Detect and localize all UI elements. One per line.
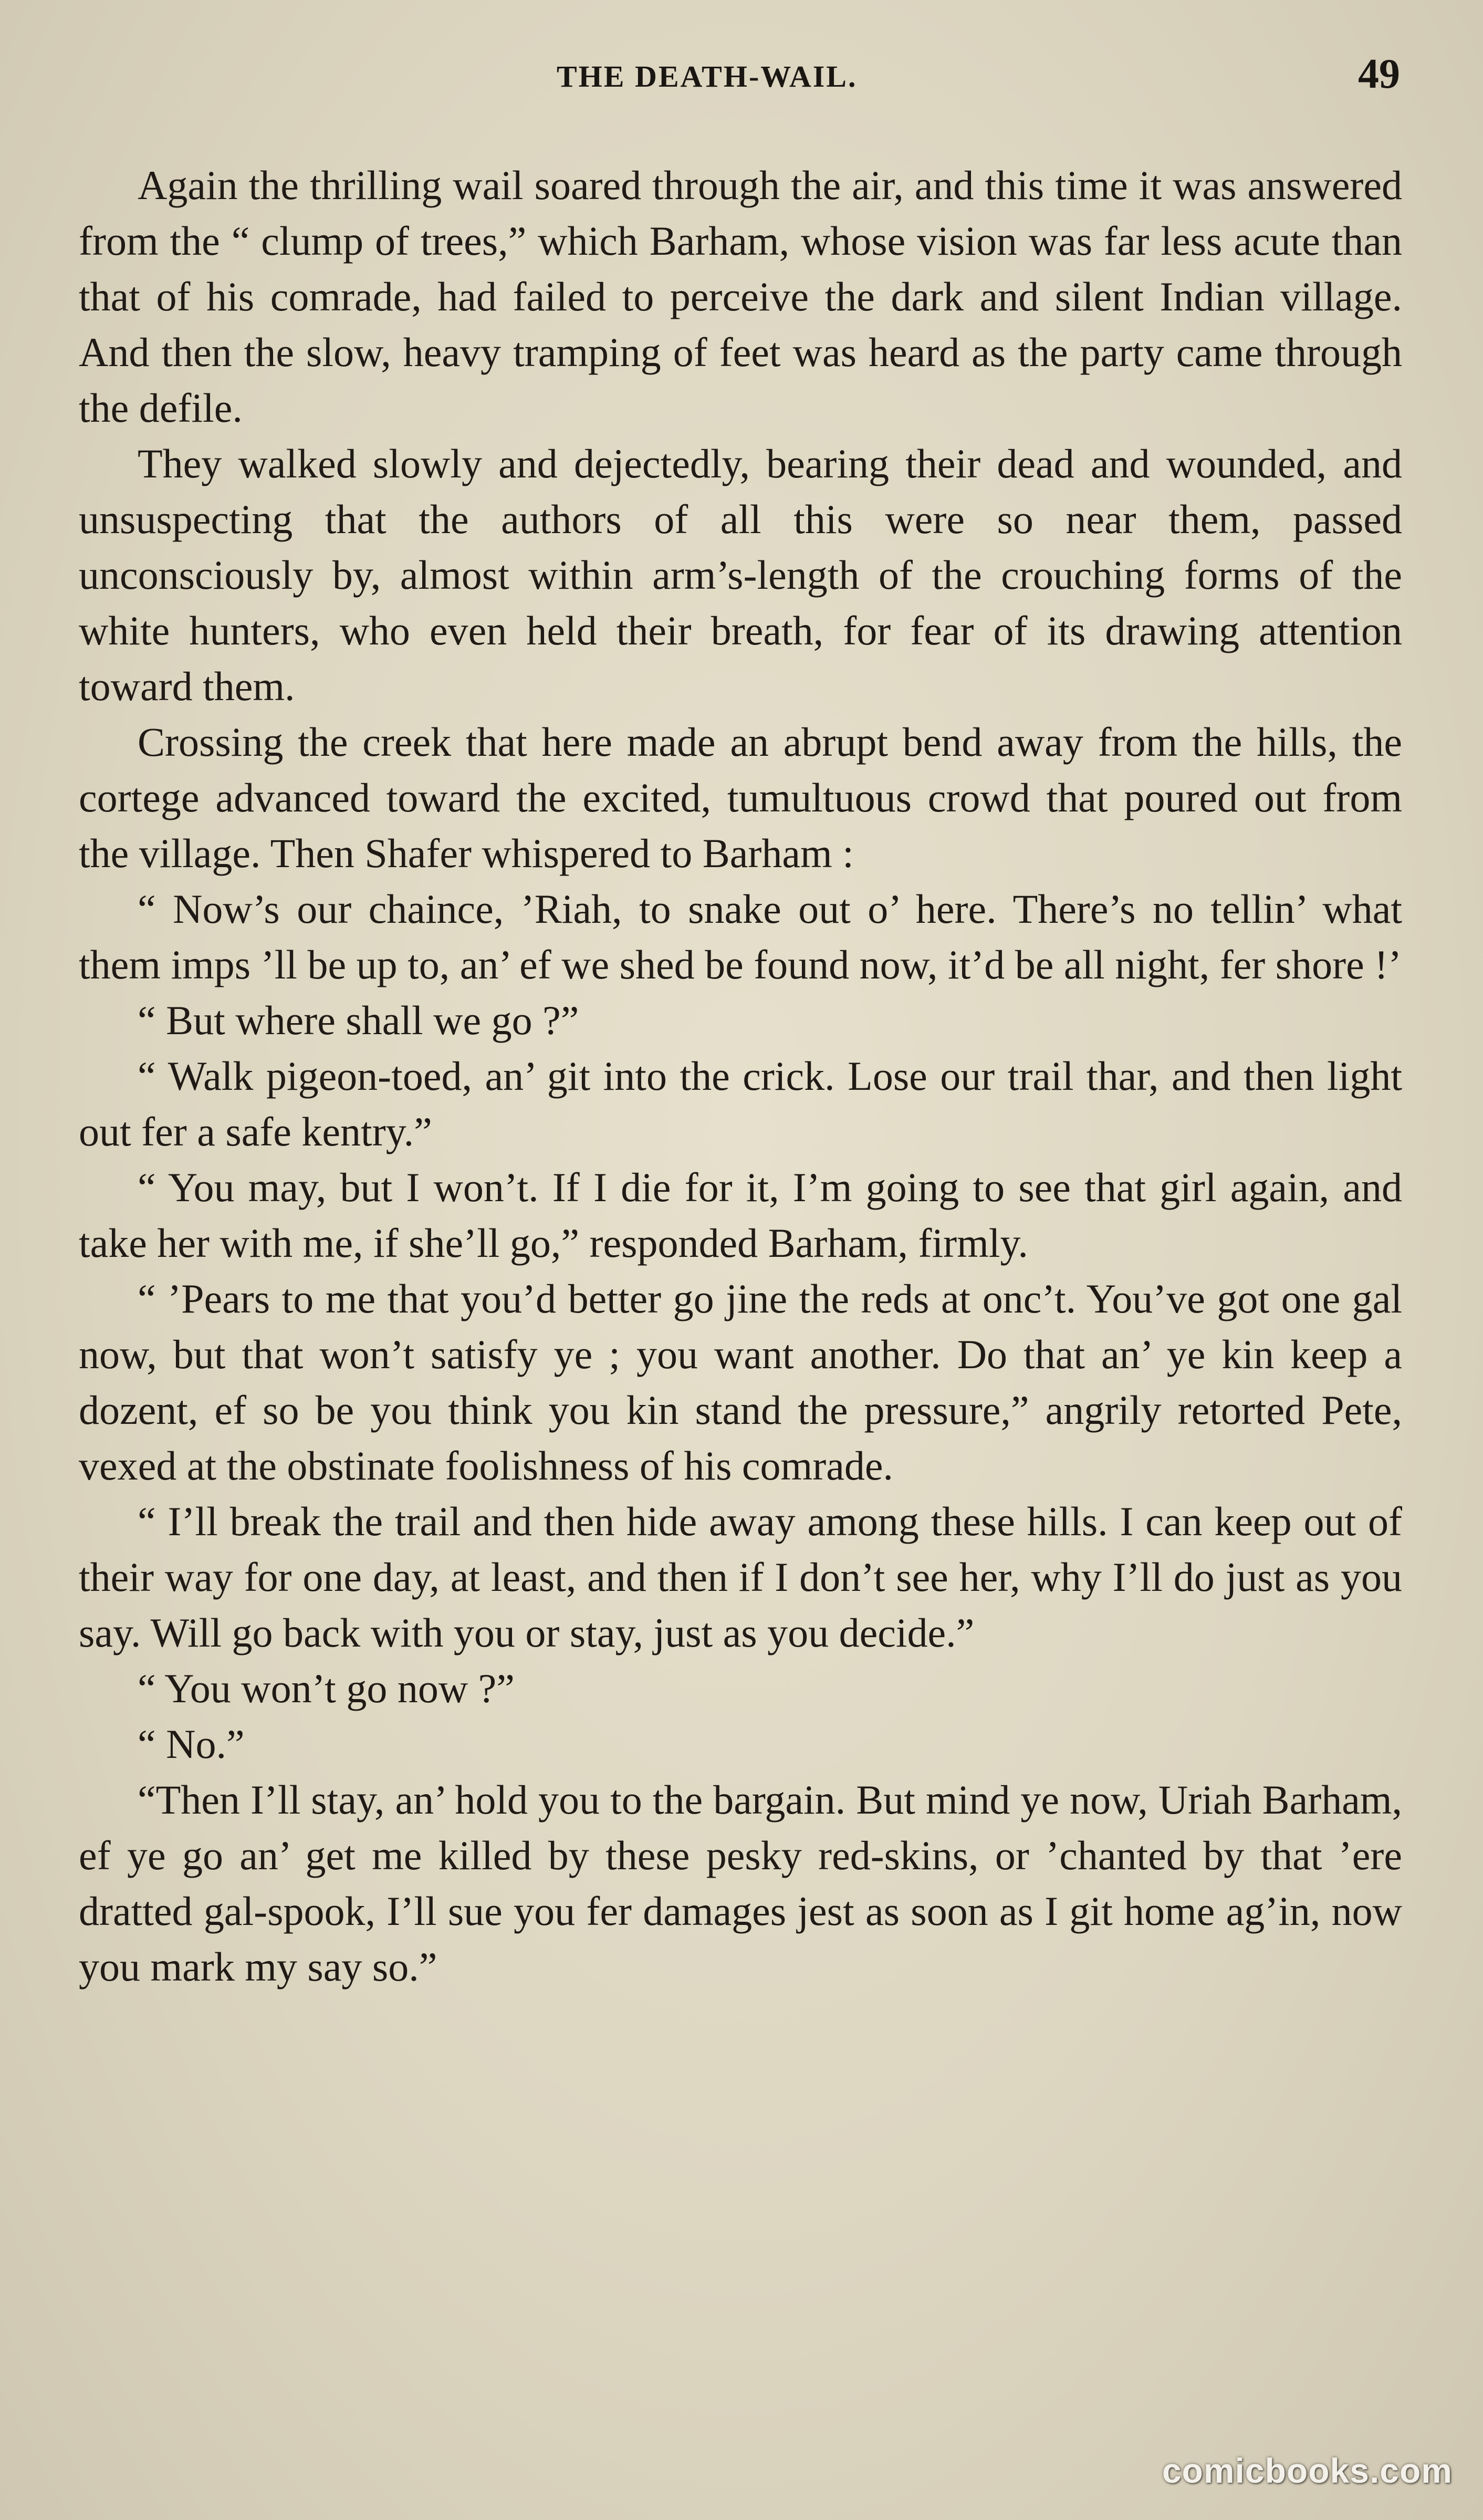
paragraph: Again the thrilling wail soared through the air, and this time it was answered from the “ clump of trees,” which Barham, whose vision was far less acute than that of his comrade, had failed to perceive the dark and silent Indian village. And then the slow, heavy tramping of feet was heard as the party came through the defile. <box>79 162 1402 431</box>
paragraph: “Then I’ll stay, an’ hold you to the bargain. But mind ye now, Uriah Barham, ef ye go an’ get me killed by these pesky red-skins, or ’chanted by that ’ere dratted gal-spook, I’ll sue you fer damages jest as soon as I git home ag’in, now you mark my say so.” <box>79 1777 1402 1990</box>
page-number: 49 <box>1358 51 1400 97</box>
paragraph: “ But where shall we go ?” <box>138 997 579 1043</box>
paragraph: “ You may, but I won’t. If I die for it, I’m going to see that girl again, and take her with me, if she’ll go,” responded Barham, firmly. <box>79 1164 1402 1266</box>
paragraph: “ I’ll break the trail and then hide away among these hills. I can keep out of their way for one day, at least, and then if I don’t see her, why I’ll do just as you say. Will go back with you or stay, just as you decide.” <box>79 1498 1402 1655</box>
paragraph: “ No.” <box>138 1721 245 1767</box>
paragraph: Crossing the creek that here made an abrupt bend away from the hills, the cortege advanced toward the excited, tumultuous crowd that poured out from the village. Then Shafer whispered to Barham : <box>79 719 1402 876</box>
watermark: comicbooks.com <box>1162 2451 1453 2490</box>
paragraph: “ Walk pigeon-toed, an’ git into the crick. Lose our trail thar, and then light out fer a safe kentry.” <box>79 1053 1402 1154</box>
paragraph: “ ’Pears to me that you’d better go jine the reds at onc’t. You’ve got one gal now, but that won’t satisfy ye ; you want another. Do that an’ ye kin keep a dozent, ef so be you think you kin stand the pressure,” angrily retorted Pete, vexed at the obstinate foolishness of his comrade. <box>79 1276 1402 1488</box>
paragraph: “ Now’s our chaince, ’Riah, to snake out o’ here. There’s no tellin’ what them imps ’ll be up to, an’ ef we shed be found now, it’d be all night, fer shore !’ <box>79 886 1402 987</box>
paragraph: “ You won’t go now ?” <box>138 1665 515 1711</box>
body-text <box>79 158 1402 1995</box>
running-head-title: THE DEATH-WAIL. <box>557 59 858 93</box>
paragraph: They walked slowly and dejectedly, bearing their dead and wounded, and unsuspecting that the authors of all this were so near them, passed unconsciously by, almost within arm’s-length of the crouching forms of the white hunters, who even held their breath, for fear of its drawing attention toward them. <box>79 441 1402 709</box>
